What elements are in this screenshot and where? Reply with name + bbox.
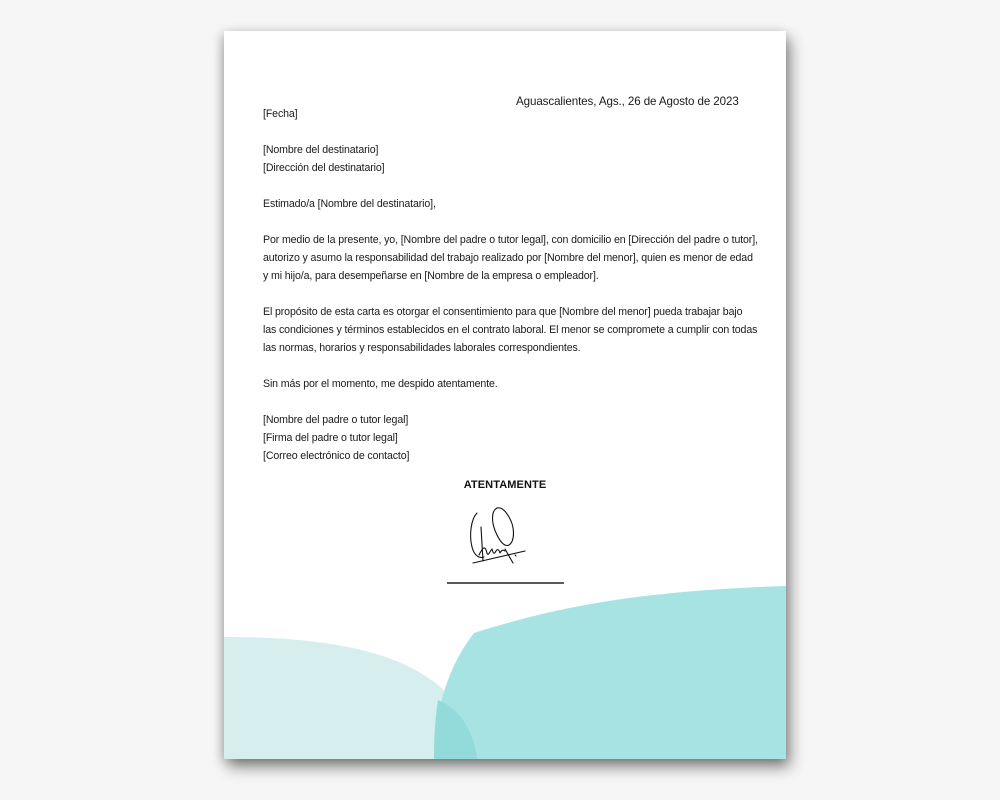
paragraph-2-line: las normas, horarios y responsabilidades laborales correspondientes. [263, 342, 581, 354]
date-placeholder: [Fecha] [263, 108, 298, 120]
signer-signature-placeholder: [Firma del padre o tutor legal] [263, 432, 398, 444]
signature-line [447, 582, 564, 584]
greeting-block [263, 195, 436, 213]
signer-name: [Nombre del padre o tutor legal] [263, 414, 409, 426]
paragraph-2-line: las condiciones y términos establecidos en el contrato laboral. El menor se compromete a cumplir con todas [263, 324, 758, 336]
recipient-address: [Dirección del destinatario] [263, 162, 385, 174]
recipient-name: [Nombre del destinatario] [263, 144, 379, 156]
paragraph-1-line: autorizo y asumo la responsabilidad del trabajo realizado por [Nombre del menor], quien es menor de edad [263, 252, 753, 264]
signer-email: [Correo electrónico de contacto] [263, 450, 410, 462]
header-placeholders [263, 105, 298, 123]
paragraph-1-line: Por medio de la presente, yo, [Nombre del padre o tutor legal], con domicilio en [Dirección del padre o tutor], [263, 234, 758, 246]
paragraph-1 [263, 231, 758, 285]
recipient-block [263, 141, 384, 177]
right-teal-wave-shape [434, 586, 786, 759]
signature-heading: ATENTAMENTE [463, 479, 547, 491]
closing: Sin más por el momento, me despido atentamente. [263, 378, 498, 390]
paragraph-2-line: El propósito de esta carta es otorgar el consentimiento para que [Nombre del menor] pueda trabajar bajo [263, 306, 743, 318]
paragraph-2 [263, 303, 757, 357]
letter-page [224, 31, 786, 759]
signer-block [263, 411, 409, 465]
greeting: Estimado/a [Nombre del destinatario], [263, 198, 436, 210]
closing-block [263, 375, 498, 393]
place-date: Aguascalientes, Ags., 26 de Agosto de 2023 [516, 95, 739, 108]
paragraph-1-line: y mi hijo/a, para desempeñarse en [Nombre de la empresa o empleador]. [263, 270, 599, 282]
handwritten-signature-icon [469, 505, 539, 571]
